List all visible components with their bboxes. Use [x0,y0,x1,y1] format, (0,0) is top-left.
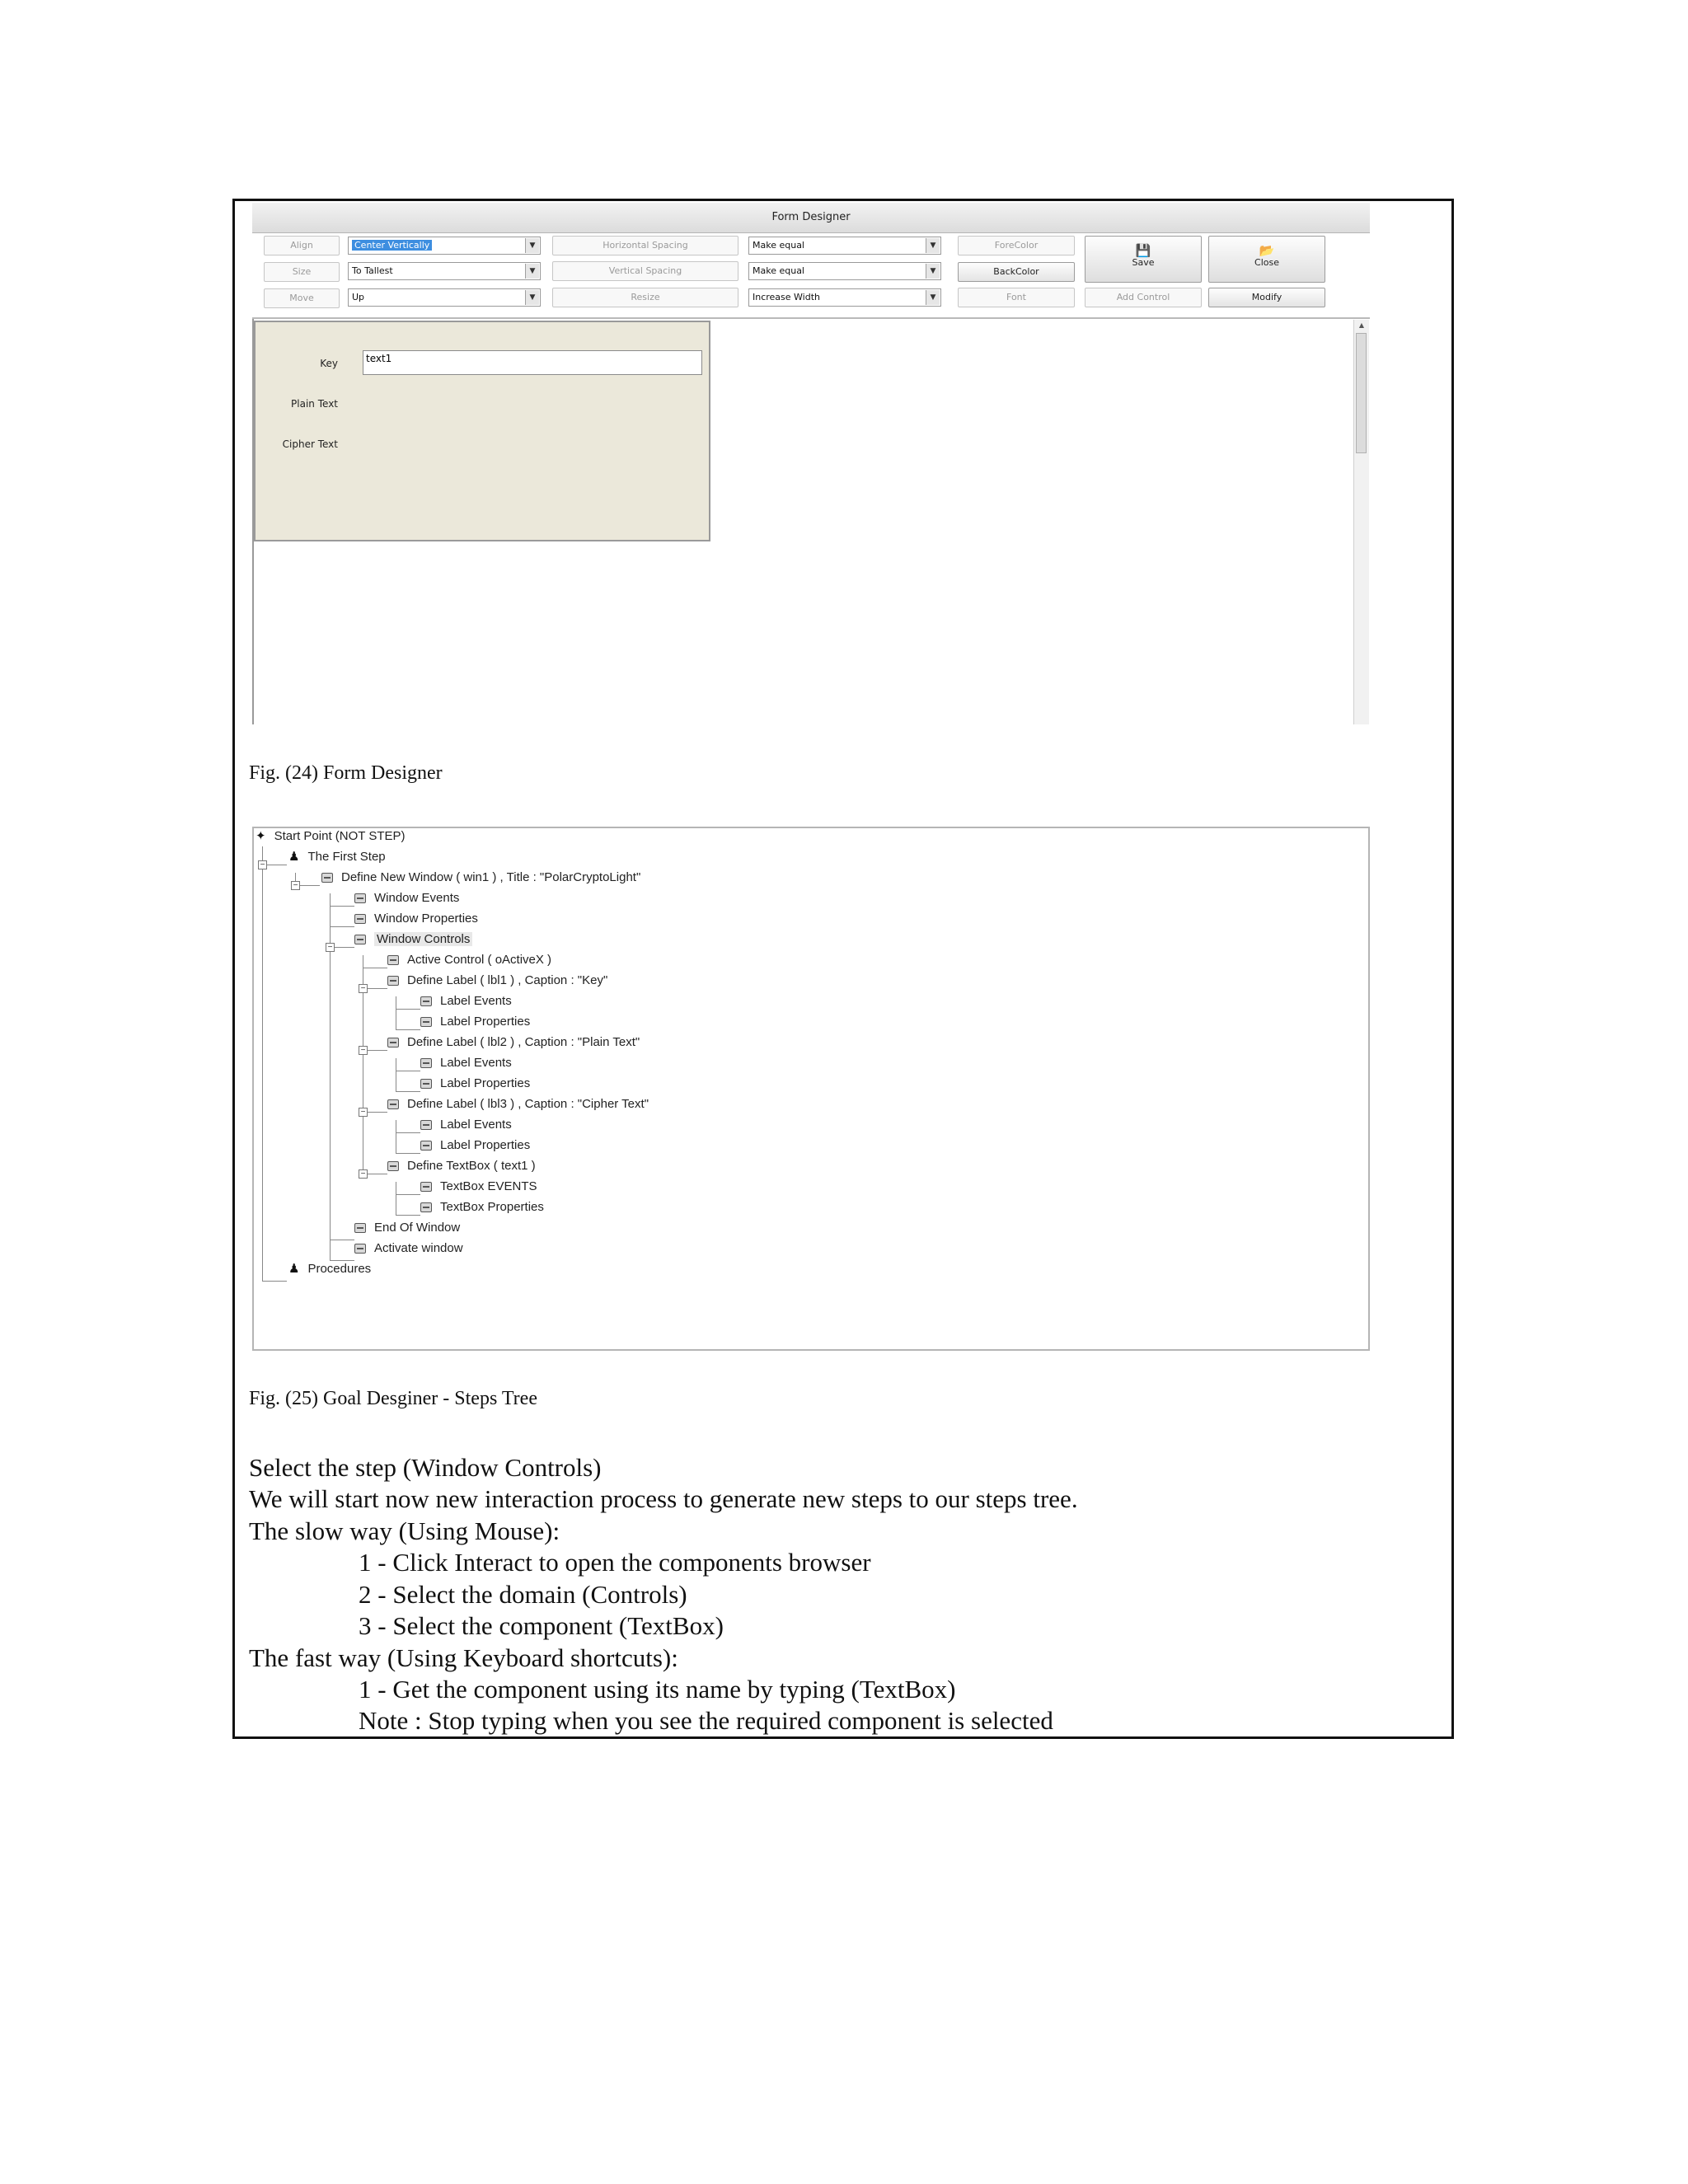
size-combo[interactable] [348,262,541,280]
tree-node-label: Window Properties [374,912,478,926]
text-line: The fast way (Using Keyboard shortcuts): [249,1643,678,1672]
tree-node-lbl1-properties[interactable] [420,1014,530,1030]
tree-connector [396,1132,420,1133]
step-icon [354,1244,366,1254]
modify-button[interactable]: Modify [1208,288,1325,307]
add-control-button[interactable]: Add Control [1085,288,1202,307]
align-combo[interactable] [348,237,541,255]
font-button[interactable]: Font [958,288,1075,307]
step-icon [321,873,333,883]
tree-node-define-lbl3[interactable] [387,1096,649,1113]
tree-node-define-lbl1[interactable] [387,972,607,989]
step-icon [420,1120,432,1130]
resize-button[interactable]: Resize [552,288,738,307]
step-icon [420,1141,432,1151]
tree-node-label: Label Properties [440,1138,531,1152]
tree-node-define-window[interactable] [321,869,640,886]
collapse-icon[interactable]: − [326,943,335,952]
tree-node-label: Label Properties [440,1015,531,1029]
person-icon: ♟ [288,1262,300,1276]
save-button[interactable] [1085,236,1202,283]
tree-node-window-events[interactable] [354,890,459,907]
tree-node-window-properties[interactable] [354,911,478,927]
text-line: 2 - Select the domain (Controls) [359,1580,687,1609]
tree-node-lbl3-events[interactable] [420,1117,512,1133]
step-icon [420,1017,432,1027]
text-line: The slow way (Using Mouse): [249,1516,560,1545]
tree-node-label: Active Control ( oActiveX ) [407,953,552,967]
start-point-icon: ✦ [256,829,266,843]
move-button[interactable]: Move [264,288,340,308]
close-button[interactable] [1208,236,1325,283]
step-icon [420,1058,432,1068]
close-label: Close [1254,257,1279,268]
tree-connector [396,1009,420,1010]
tree-node-active-control[interactable] [387,952,551,968]
plain-text-label: Plain Text [291,398,338,410]
tree-node-lbl3-properties[interactable] [420,1137,530,1154]
collapse-icon[interactable]: − [291,881,300,890]
collapse-icon[interactable]: − [359,1046,368,1055]
scroll-up-icon[interactable]: ▲ [1358,321,1365,329]
text-line: 1 - Click Interact to open the components browser [359,1548,871,1577]
vertical-scrollbar[interactable] [1353,320,1369,724]
tree-node-label: Start Point (NOT STEP) [274,829,406,843]
step-icon [420,1182,432,1192]
step-icon [387,955,399,965]
save-icon: 💾 [1135,243,1151,258]
collapse-icon[interactable]: − [359,1108,368,1117]
tree-node-label: Label Properties [440,1076,531,1090]
tree-node-label: The First Step [307,850,386,864]
key-label: Key [320,358,338,369]
tree-connector [396,1029,420,1030]
tree-node-label: Procedures [307,1262,372,1276]
vertical-spacing-combo[interactable] [748,262,941,280]
tree-node-textbox-properties[interactable] [420,1199,544,1216]
tree-connector [396,1153,420,1154]
vertical-spacing-button[interactable]: Vertical Spacing [552,261,738,281]
resize-combo[interactable] [748,288,941,307]
tree-node-lbl2-properties[interactable] [420,1076,530,1092]
tree-node-label: End Of Window [374,1221,461,1235]
chevron-down-icon[interactable]: ▼ [525,290,539,305]
forecolor-button[interactable]: ForeColor [958,236,1075,255]
step-icon [354,893,366,903]
tree-connector [396,1194,420,1195]
tree-node-procedures[interactable] [288,1261,371,1277]
horizontal-spacing-combo[interactable] [748,237,941,255]
chevron-down-icon[interactable]: ▼ [525,238,539,253]
chevron-down-icon[interactable]: ▼ [926,290,940,305]
move-combo[interactable] [348,288,541,307]
text-line: Note : Stop typing when you see the required component is selected [359,1706,1053,1735]
align-button[interactable]: Align [264,236,340,255]
vertical-spacing-combo-value: Make equal [753,265,804,276]
resize-combo-value: Increase Width [753,292,821,302]
collapse-icon[interactable]: − [258,860,267,869]
person-icon: ♟ [288,850,300,864]
collapse-icon[interactable]: − [359,1169,368,1179]
save-label: Save [1132,257,1155,268]
tree-node-label: Define TextBox ( text1 ) [407,1159,536,1173]
tree-node-label: TextBox EVENTS [440,1179,537,1193]
chevron-down-icon[interactable]: ▼ [926,264,940,279]
tree-connector [262,1281,287,1282]
form-designer-title: Form Designer [252,203,1370,233]
tree-node-label: Label Events [440,994,512,1008]
tree-node-label: Define New Window ( win1 ) , Title : "PolarCryptoLight" [341,870,641,884]
chevron-down-icon[interactable]: ▼ [926,238,940,253]
tree-connector [330,906,354,907]
tree-node-end-of-window[interactable] [354,1220,460,1236]
horizontal-spacing-combo-value: Make equal [753,240,804,251]
tree-node-label: Define Label ( lbl1 ) , Caption : "Key" [407,973,608,987]
tree-connector [396,1091,420,1092]
step-icon [354,914,366,924]
horizontal-spacing-button[interactable]: Horizontal Spacing [552,236,738,255]
step-icon [420,996,432,1006]
figure-24-caption: Fig. (24) Form Designer [249,762,443,784]
step-icon [387,1099,399,1109]
steps-tree[interactable] [252,827,1370,1351]
scroll-thumb[interactable] [1356,333,1367,453]
tree-node-label: Define Label ( lbl2 ) , Caption : "Plain Text" [407,1035,640,1049]
tree-node-label: Label Events [440,1056,512,1070]
align-combo-value: Center Vertically [352,240,432,251]
step-icon [354,935,366,944]
step-icon [420,1202,432,1212]
tree-node-label: TextBox Properties [440,1200,544,1214]
tree-node-textbox-events[interactable] [420,1179,537,1195]
step-icon [354,1223,366,1233]
size-button[interactable]: Size [264,262,340,282]
tree-node-label: Label Events [440,1118,512,1132]
backcolor-button[interactable]: BackColor [958,262,1075,282]
tree-connector [396,1215,420,1216]
folder-icon: 📂 [1259,243,1275,258]
text-line: Select the step (Window Controls) [249,1453,602,1482]
key-textbox[interactable]: text1 [363,350,702,375]
tree-node-define-lbl2[interactable] [387,1034,640,1051]
tree-connector [330,926,354,927]
tree-connector [262,846,263,1282]
tree-node-label: Define Label ( lbl3 ) , Caption : "Cipher Text" [407,1097,649,1111]
step-icon [387,1161,399,1171]
cipher-text-label: Cipher Text [282,438,338,450]
step-icon [387,1038,399,1047]
step-icon [420,1079,432,1089]
tree-node-root[interactable] [256,828,406,845]
tree-node-lbl2-events[interactable] [420,1055,512,1071]
size-combo-value: To Tallest [352,265,393,276]
figure-25-caption: Fig. (25) Goal Desginer - Steps Tree [249,1388,537,1409]
chevron-down-icon[interactable]: ▼ [525,264,539,279]
step-icon [387,976,399,986]
collapse-icon[interactable]: − [359,984,368,993]
form-designer-screenshot [252,203,1370,724]
tree-node-label: Window Controls [374,932,472,946]
text-line: 3 - Select the component (TextBox) [359,1611,724,1640]
tree-node-label: Activate window [374,1241,463,1255]
text-line: We will start now new interaction process to generate new steps to our steps tree. [249,1484,1078,1513]
tree-node-label: Window Events [374,891,460,905]
toolbar-separator [252,317,1370,319]
tree-node-lbl1-events[interactable] [420,993,512,1010]
tree-node-define-textbox[interactable] [387,1158,536,1174]
designed-form-panel[interactable] [254,321,710,541]
tree-node-window-controls[interactable] [354,931,472,948]
tree-node-activate-window[interactable] [354,1240,463,1257]
move-combo-value: Up [352,292,365,302]
text-line: 1 - Get the component using its name by typing (TextBox) [359,1675,956,1704]
tree-node-first-step[interactable] [288,849,386,865]
